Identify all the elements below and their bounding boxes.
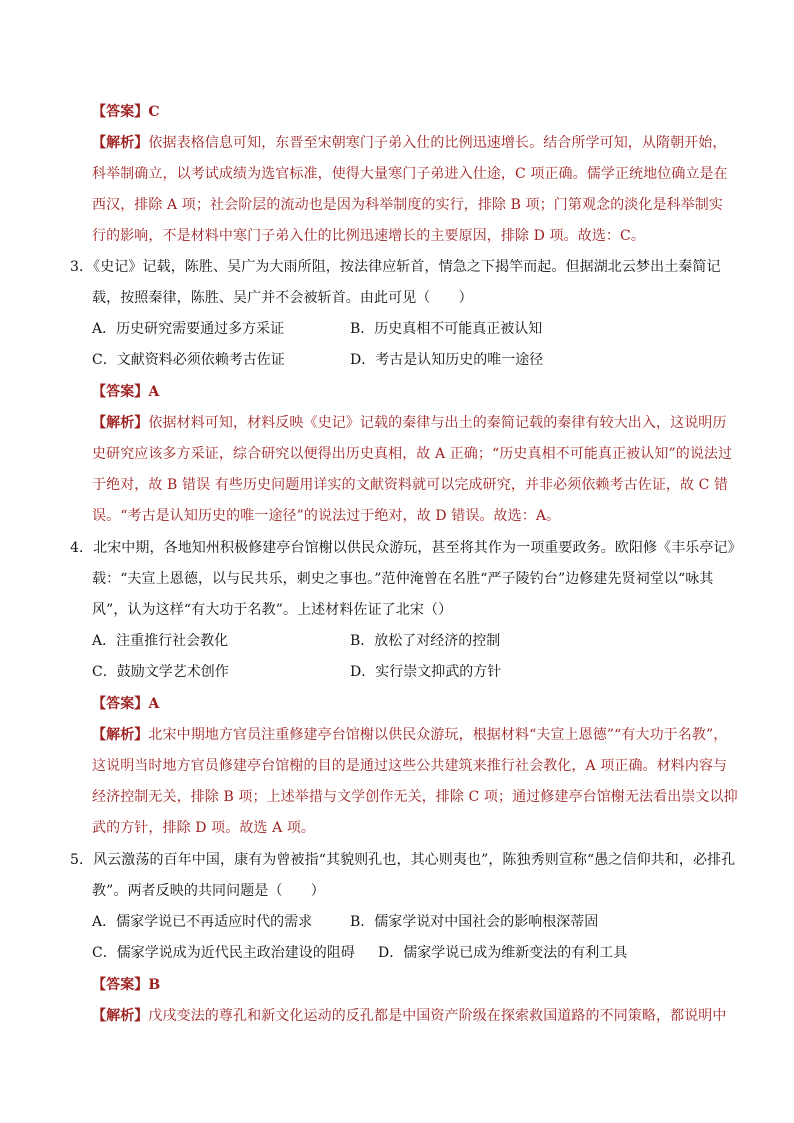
q4-option-b: B．放松了对经济的控制 xyxy=(350,633,501,649)
question-stem: 北宋中期，各地知州积极修建亭台馆榭以供民众游玩，甚至将其作为一项重要政务。欧阳修《丰乐亭记》 xyxy=(93,540,742,556)
q5-analysis-line-1 xyxy=(92,1006,727,1026)
q3-stem-line-1 xyxy=(70,257,721,277)
analysis-text: 依据材料可知，材料反映《史记》记载的秦律与出土的秦简记载的秦律有较大出入，这说明历 xyxy=(148,415,727,431)
analysis-text: 北宋中期地方官员注重修建亭台馆榭以供民众游玩，根据材料“夫宣上恩德”“有大功于名教”， xyxy=(148,727,728,743)
answer-value: A xyxy=(148,696,160,712)
q2-analysis-line-4: 行的影响，不是材料中寒门子弟入仕的比例迅速增长的主要原因，排除 D 项。故选：C。 xyxy=(92,228,645,244)
q2-analysis-line-1 xyxy=(92,133,727,153)
answer-value: B xyxy=(148,977,161,993)
question-stem: 《史记》记载，陈胜、吴广为大雨所阻，按法律应斩首，情急之下揭竿而起。但据湖北云梦出土秦简记 xyxy=(93,259,721,275)
q4-answer-line xyxy=(92,694,159,714)
q4-analysis-line-4: 武的方针，排除 D 项。故选 A 项。 xyxy=(92,820,316,836)
q4-stem-line-1 xyxy=(70,538,742,558)
answer-tag: 【答案】 xyxy=(92,977,149,993)
q3-option-a: A．历史研究需要通过多方采证 xyxy=(92,321,285,337)
answer-value: A xyxy=(148,384,160,400)
analysis-tag: 【解析】 xyxy=(92,727,149,743)
answer-tag: 【答案】 xyxy=(92,104,149,120)
analysis-tag: 【解析】 xyxy=(92,415,149,431)
q4-analysis-line-3: 经济控制无关，排除 B 项；上述举措与文学创作无关，排除 C 项；通过修建亭台馆榭无法看出崇文以抑 xyxy=(92,789,738,805)
q3-option-b: B．历史真相不可能真正被认知 xyxy=(350,321,543,337)
q5-option-d: D．儒家学说已成为维新变法的有利工具 xyxy=(378,945,628,961)
q3-stem-line-2: 载，按照秦律，陈胜、吴广并不会被斩首。由此可见（ ） xyxy=(92,290,473,306)
question-number: 4． xyxy=(70,540,94,556)
q4-stem-line-3: 风”，认为这样“有大功于名教”。上述材料佐证了北宋（） xyxy=(92,602,453,618)
question-number: 5． xyxy=(70,852,94,868)
analysis-tag: 【解析】 xyxy=(92,135,149,151)
q3-option-c: C．文献资料必须依赖考古佐证 xyxy=(92,352,285,368)
q2-answer-line xyxy=(92,102,160,122)
q3-analysis-line-3: 于绝对，故 B 错误 有些历史问题用详实的文献资料就可以完成研究，并非必须依赖考古佐证，故 C 错 xyxy=(92,477,729,493)
q4-option-d: D．实行崇文抑武的方针 xyxy=(350,664,502,680)
q2-analysis-line-2: 科举制确立，以考试成绩为选官标准，使得大量寒门子弟进入仕途，C 项正确。儒学正统地位确立是在 xyxy=(92,166,728,182)
q4-option-a: A．注重推行社会教化 xyxy=(92,633,229,649)
q2-analysis-line-3: 西汉，排除 A 项；社会阶层的流动也是因为科举制度的实行，排除 B 项；门第观念的淡化是科举制实 xyxy=(92,197,723,213)
q5-option-b: B．儒家学说对中国社会的影响根深蒂固 xyxy=(350,914,599,930)
analysis-text: 依据表格信息可知，东晋至宋朝寒门子弟入仕的比例迅速增长。结合所学可知，从隋朝开始， xyxy=(148,135,727,151)
q3-answer-line xyxy=(92,382,159,402)
question-number: 3． xyxy=(70,259,94,275)
q5-answer-line xyxy=(92,975,160,995)
question-stem: 风云激荡的百年中国，康有为曾被指“其貌则孔也，其心则夷也”，陈独秀则宣称“愚之信仰共和，必排孔 xyxy=(93,852,736,868)
analysis-tag: 【解析】 xyxy=(92,1008,149,1024)
q5-option-c: C．儒家学说成为近代民主政治建设的阻碍 xyxy=(92,945,355,961)
q4-analysis-line-1 xyxy=(92,725,727,745)
q3-analysis-line-2: 史研究应该多方采证，综合研究以便得出历史真相，故 A 正确；“历史真相不可能真正被认知”的说法过 xyxy=(92,446,733,462)
answer-tag: 【答案】 xyxy=(92,384,149,400)
q4-stem-line-2: 载：“夫宣上恩德，以与民共乐，刺史之事也。”范仲淹曾在名胜“严子陵钓台”边修建先贤祠堂以“咏其 xyxy=(92,571,714,587)
q5-stem-line-1 xyxy=(70,850,735,870)
q3-analysis-line-1 xyxy=(92,413,727,433)
q3-analysis-line-4: 误。“考古是认知历史的唯一途径”的说法过于绝对，故 D 错误。故选：A。 xyxy=(92,508,561,524)
answer-value: C xyxy=(148,104,160,120)
q5-option-a: A．儒家学说已不再适应时代的需求 xyxy=(92,914,313,930)
q4-analysis-line-2: 这说明当时地方官员修建亭台馆榭的目的是通过这些公共建筑来推行社会教化，A 项正确。材料内容与 xyxy=(92,758,728,774)
answer-tag: 【答案】 xyxy=(92,696,149,712)
analysis-text: 戊戌变法的尊孔和新文化运动的反孔都是中国资产阶级在探索救国道路的不同策略，都说明中 xyxy=(148,1008,727,1024)
q3-option-d: D．考古是认知历史的唯一途径 xyxy=(350,352,544,368)
q5-stem-line-2: 教”。两者反映的共同问题是（ ） xyxy=(92,883,325,899)
q4-option-c: C．鼓励文学艺术创作 xyxy=(92,664,229,680)
